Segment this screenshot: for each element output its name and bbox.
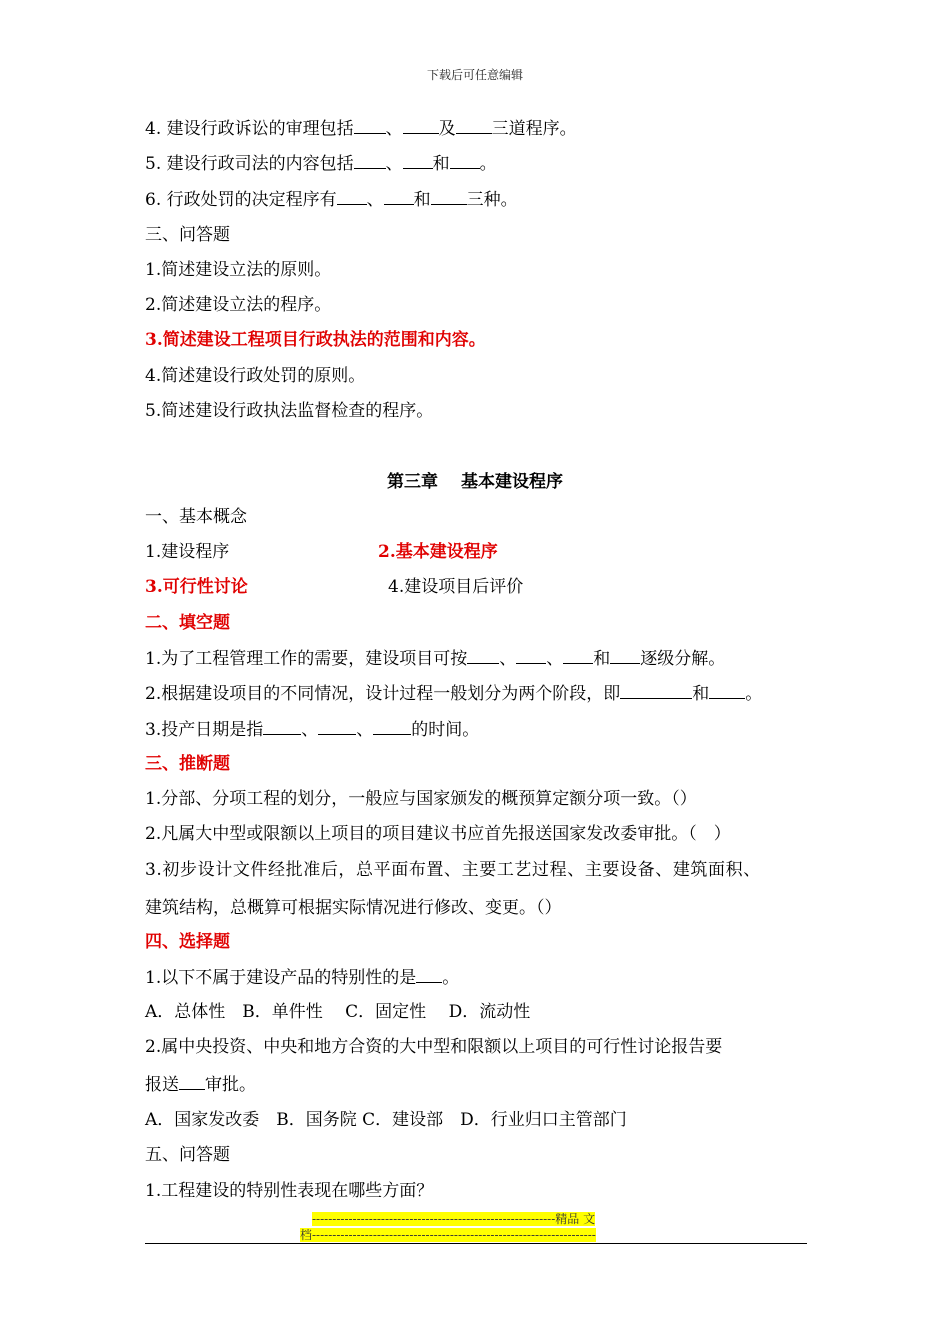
text: 逐级分解。 (640, 649, 726, 669)
text: 3.投产日期是指 (145, 720, 264, 740)
qa-item: 5.简述建设行政执法监督检查的程序。 (145, 401, 434, 421)
text: 、 (366, 190, 384, 210)
text: 及 (438, 119, 456, 139)
text: 、 (301, 720, 319, 740)
text: 和 (593, 649, 611, 669)
footer-divider (145, 1243, 807, 1244)
concept-item-highlight: 2.基本建设程序 (378, 542, 498, 562)
text: 、 (499, 649, 517, 669)
concept-item-highlight: 3.可行性讨论 (145, 577, 248, 597)
blank (563, 647, 593, 664)
blank (318, 718, 356, 735)
blank (620, 682, 692, 699)
text: 。 (442, 968, 460, 988)
blank (416, 966, 442, 983)
text: 1.以下不属于建设产品的特别性的是 (145, 968, 417, 988)
page-header: 下载后可任意编辑 (426, 68, 523, 82)
section-heading: 一、基本概念 (145, 507, 247, 527)
blank (354, 117, 386, 134)
blank (337, 188, 367, 205)
text: 和 (413, 190, 431, 210)
text: 。 (745, 684, 763, 704)
text: 的时间。 (411, 720, 480, 740)
blank (610, 647, 640, 664)
footer-line: 档---------------------------------------------------------------------- (300, 1228, 596, 1242)
text: 和 (432, 154, 450, 174)
blank (431, 188, 467, 205)
qa-item: 1.简述建设立法的原则。 (145, 260, 332, 280)
blank (516, 647, 546, 664)
footer-watermark (300, 1211, 650, 1243)
text: 、 (385, 154, 403, 174)
qa-item: 1.工程建设的特别性表现在哪些方面？ (145, 1181, 434, 1201)
blank (263, 718, 301, 735)
question-6 (145, 188, 518, 211)
judge-item-continued: 建筑结构，总概算可根据实际情况进行修改、变更。（） (145, 898, 562, 918)
section-heading: 五、问答题 (145, 1145, 230, 1165)
chapter-title: 第三章 基本建设程序 (387, 472, 563, 492)
blank (373, 718, 411, 735)
footer-line: ------------------------------------------------------------精品 文 (312, 1212, 596, 1226)
choice-options: A．总体性 B．单件性 C．固定性 D．流动性 (145, 1002, 531, 1022)
text: 6. 行政处罚的决定程序有 (145, 190, 337, 210)
concept-item: 4.建设项目后评价 (388, 577, 524, 597)
text: 和 (692, 684, 710, 704)
judge-item: 2.凡属大中型或限额以上项目的项目建议书应首先报送国家发改委审批。（ ） (145, 824, 731, 844)
fill-question-1 (145, 647, 725, 670)
text: 三道程序。 (491, 119, 577, 139)
question-5 (145, 152, 497, 175)
blank (354, 152, 386, 169)
text: 1.为了工程管理工作的需要，建设项目可按 (145, 649, 468, 669)
judge-item: 1.分部、分项工程的划分，一般应与国家颁发的概预算定额分项一致。（） (145, 789, 697, 809)
text: 2.根据建设项目的不同情况，设计过程一般划分为两个阶段，即 (145, 684, 621, 704)
blank (450, 152, 480, 169)
qa-item: 2.简述建设立法的程序。 (145, 295, 332, 315)
blank (403, 152, 433, 169)
blank (467, 647, 499, 664)
text: 5. 建设行政司法的内容包括 (145, 154, 354, 174)
text: 、 (546, 649, 564, 669)
choice-options: A．国家发改委 B．国务院 C．建设部 D．行业归口主管部门 (145, 1110, 627, 1130)
fill-question-2 (145, 682, 762, 705)
blank (179, 1073, 205, 1090)
text: 、 (385, 119, 403, 139)
fill-question-3 (145, 718, 479, 741)
blank (456, 117, 492, 134)
text: 、 (356, 720, 374, 740)
question-4 (145, 117, 577, 140)
section-heading-highlight: 二、填空题 (145, 613, 230, 633)
section-heading-highlight: 四、选择题 (145, 932, 230, 952)
blank (709, 682, 745, 699)
choice-question-2-continued (145, 1073, 256, 1096)
concept-item: 1.建设程序 (145, 542, 230, 562)
choice-question-2: 2.属中央投资、中央和地方合资的大中型和限额以上项目的可行性讨论报告要 (145, 1037, 723, 1057)
section-heading-highlight: 三、推断题 (145, 754, 230, 774)
blank (384, 188, 414, 205)
qa-item-highlight: 3.简述建设工程项目行政执法的范围和内容。 (145, 330, 486, 350)
section-heading: 三、问答题 (145, 225, 230, 245)
judge-item: 3.初步设计文件经批准后，总平面布置、主要工艺过程、主要设备、建筑面积、 (145, 860, 761, 880)
blank (403, 117, 439, 134)
qa-item: 4.简述建设行政处罚的原则。 (145, 366, 366, 386)
choice-question-1 (145, 966, 459, 989)
text: 三种。 (466, 190, 518, 210)
text: 。 (479, 154, 497, 174)
text: 4. 建设行政诉讼的审理包括 (145, 119, 354, 139)
text: 报送 (145, 1075, 179, 1095)
text: 审批。 (205, 1075, 256, 1095)
